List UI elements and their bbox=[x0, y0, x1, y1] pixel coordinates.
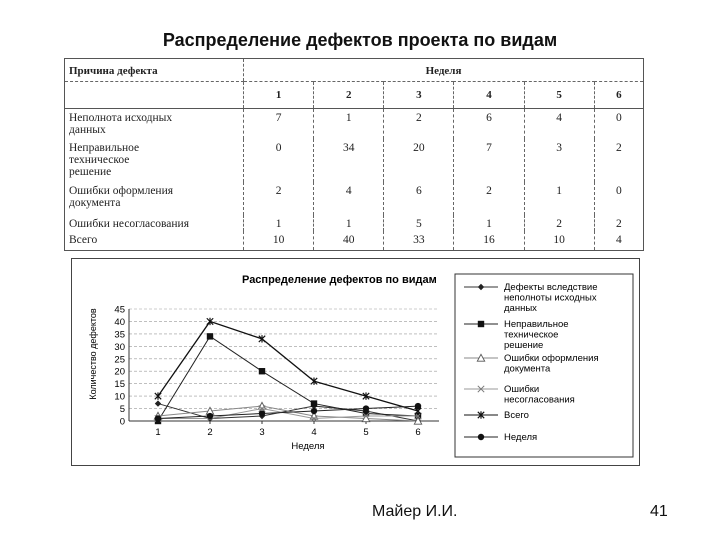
data-point bbox=[155, 415, 161, 421]
table-cell: 4 bbox=[594, 231, 643, 250]
y-tick-label: 15 bbox=[114, 379, 125, 391]
table-cell: 7 bbox=[244, 108, 314, 139]
data-point bbox=[259, 410, 265, 416]
table-cell: 34 bbox=[314, 139, 384, 182]
table-row bbox=[65, 108, 643, 139]
x-tick-label: 1 bbox=[155, 427, 161, 438]
data-point bbox=[363, 405, 369, 411]
x-axis-label: Неделя bbox=[291, 441, 325, 452]
defects-table bbox=[65, 59, 643, 250]
y-tick-label: 25 bbox=[114, 354, 125, 366]
table-cell: 0 bbox=[594, 108, 643, 139]
table-cell: 2 bbox=[594, 139, 643, 182]
y-tick-label: 20 bbox=[114, 366, 125, 378]
row-reason bbox=[65, 215, 244, 231]
table-cell: 40 bbox=[314, 231, 384, 250]
reason-line: Ошибки оформления bbox=[69, 185, 174, 198]
x-tick-label: 3 bbox=[259, 427, 265, 438]
table-cell: 2 bbox=[454, 182, 524, 215]
table-row bbox=[65, 182, 643, 215]
chart-legend bbox=[455, 274, 633, 457]
table-row bbox=[65, 139, 643, 182]
data-point bbox=[207, 318, 213, 325]
table-cell: 4 bbox=[314, 182, 384, 215]
slide-title: Распределение дефектов проекта по видам bbox=[162, 30, 558, 50]
series-5 bbox=[155, 318, 421, 415]
legend-label: Дефекты вследствие bbox=[504, 282, 598, 293]
x-tick-label: 5 bbox=[363, 427, 369, 438]
table-cell: 0 bbox=[594, 182, 643, 215]
table-cell: 20 bbox=[384, 139, 454, 182]
week-header: Неделя bbox=[244, 59, 644, 82]
legend-marker bbox=[478, 321, 484, 327]
reason-header: Причина дефекта bbox=[65, 59, 244, 82]
table-row bbox=[65, 231, 643, 250]
reason-header-spacer bbox=[65, 82, 244, 109]
legend-label: Неделя bbox=[504, 432, 538, 443]
reason-line: Неполнота исходных bbox=[69, 111, 173, 124]
legend-label: Ошибки bbox=[504, 384, 540, 395]
y-tick-label: 45 bbox=[114, 304, 125, 316]
y-axis-label: Количество дефектов bbox=[88, 308, 98, 400]
table-cell: 6 bbox=[454, 108, 524, 139]
legend-label: Неправильное bbox=[504, 319, 569, 330]
reason-line: Неправильное bbox=[69, 142, 140, 155]
legend-label: неполноты исходных bbox=[504, 292, 597, 304]
table-cell: 10 bbox=[524, 231, 594, 250]
data-point bbox=[207, 413, 213, 419]
author-name: Майер И.И. bbox=[372, 503, 458, 520]
week-col-5: 5 bbox=[524, 82, 594, 109]
legend-label: Ошибки оформления bbox=[504, 353, 599, 364]
table-cell: 2 bbox=[524, 215, 594, 231]
series-line bbox=[158, 321, 418, 411]
data-point bbox=[259, 335, 265, 342]
table-cell: 2 bbox=[594, 215, 643, 231]
row-reason bbox=[65, 182, 244, 215]
table-cell: 1 bbox=[314, 108, 384, 139]
table-cell: 7 bbox=[454, 139, 524, 182]
table-cell: 1 bbox=[314, 215, 384, 231]
defects-table-scan bbox=[64, 58, 644, 251]
table-cell: 2 bbox=[384, 108, 454, 139]
table-cell: 3 bbox=[524, 139, 594, 182]
row-reason bbox=[65, 231, 244, 250]
week-col-2: 2 bbox=[314, 82, 384, 109]
legend-label: техническое bbox=[504, 329, 559, 341]
table-cell: 10 bbox=[244, 231, 314, 250]
y-tick-label: 30 bbox=[114, 341, 125, 353]
defects-chart-scan bbox=[71, 258, 640, 466]
defects-chart bbox=[72, 259, 639, 465]
reason-line: техническое bbox=[69, 154, 130, 167]
row-reason bbox=[65, 108, 244, 139]
x-tick-label: 6 bbox=[415, 427, 421, 438]
reason-line: данных bbox=[69, 123, 106, 136]
y-tick-label: 40 bbox=[114, 316, 125, 328]
y-tick-label: 35 bbox=[114, 329, 125, 341]
table-cell: 1 bbox=[454, 215, 524, 231]
data-point bbox=[155, 400, 161, 406]
table-cell: 1 bbox=[244, 215, 314, 231]
row-reason bbox=[65, 139, 244, 182]
week-col-6: 6 bbox=[594, 82, 643, 109]
data-point bbox=[415, 403, 421, 409]
data-point bbox=[311, 400, 317, 406]
table-cell: 6 bbox=[384, 182, 454, 215]
y-tick-label: 0 bbox=[119, 416, 125, 428]
reason-line: Ошибки несогласования bbox=[69, 218, 189, 231]
legend-label: несогласования bbox=[504, 394, 575, 406]
legend-label: документа bbox=[504, 363, 551, 375]
legend-label: Всего bbox=[504, 410, 529, 421]
x-tick-label: 4 bbox=[311, 427, 317, 438]
chart-title: Распределение дефектов по видам bbox=[242, 274, 437, 286]
page-number: 41 bbox=[650, 503, 668, 520]
y-tick-label: 5 bbox=[119, 404, 125, 416]
data-point bbox=[259, 368, 265, 374]
reason-line: Всего bbox=[69, 234, 98, 247]
table-cell: 16 bbox=[454, 231, 524, 250]
week-col-1: 1 bbox=[244, 82, 314, 109]
y-tick-label: 10 bbox=[114, 391, 125, 403]
reason-line: решение bbox=[69, 166, 112, 179]
week-col-4: 4 bbox=[454, 82, 524, 109]
table-cell: 33 bbox=[384, 231, 454, 250]
legend-label: решение bbox=[504, 340, 544, 351]
table-cell: 2 bbox=[244, 182, 314, 215]
table-cell: 0 bbox=[244, 139, 314, 182]
table-cell: 4 bbox=[524, 108, 594, 139]
x-tick-label: 2 bbox=[207, 427, 213, 438]
data-point bbox=[311, 408, 317, 414]
table-cell: 5 bbox=[384, 215, 454, 231]
table-row bbox=[65, 215, 643, 231]
week-col-3: 3 bbox=[384, 82, 454, 109]
data-point bbox=[207, 333, 213, 339]
table-cell: 1 bbox=[524, 182, 594, 215]
reason-line: документа bbox=[69, 197, 121, 210]
legend-marker bbox=[478, 434, 484, 440]
legend-label: данных bbox=[504, 303, 537, 314]
